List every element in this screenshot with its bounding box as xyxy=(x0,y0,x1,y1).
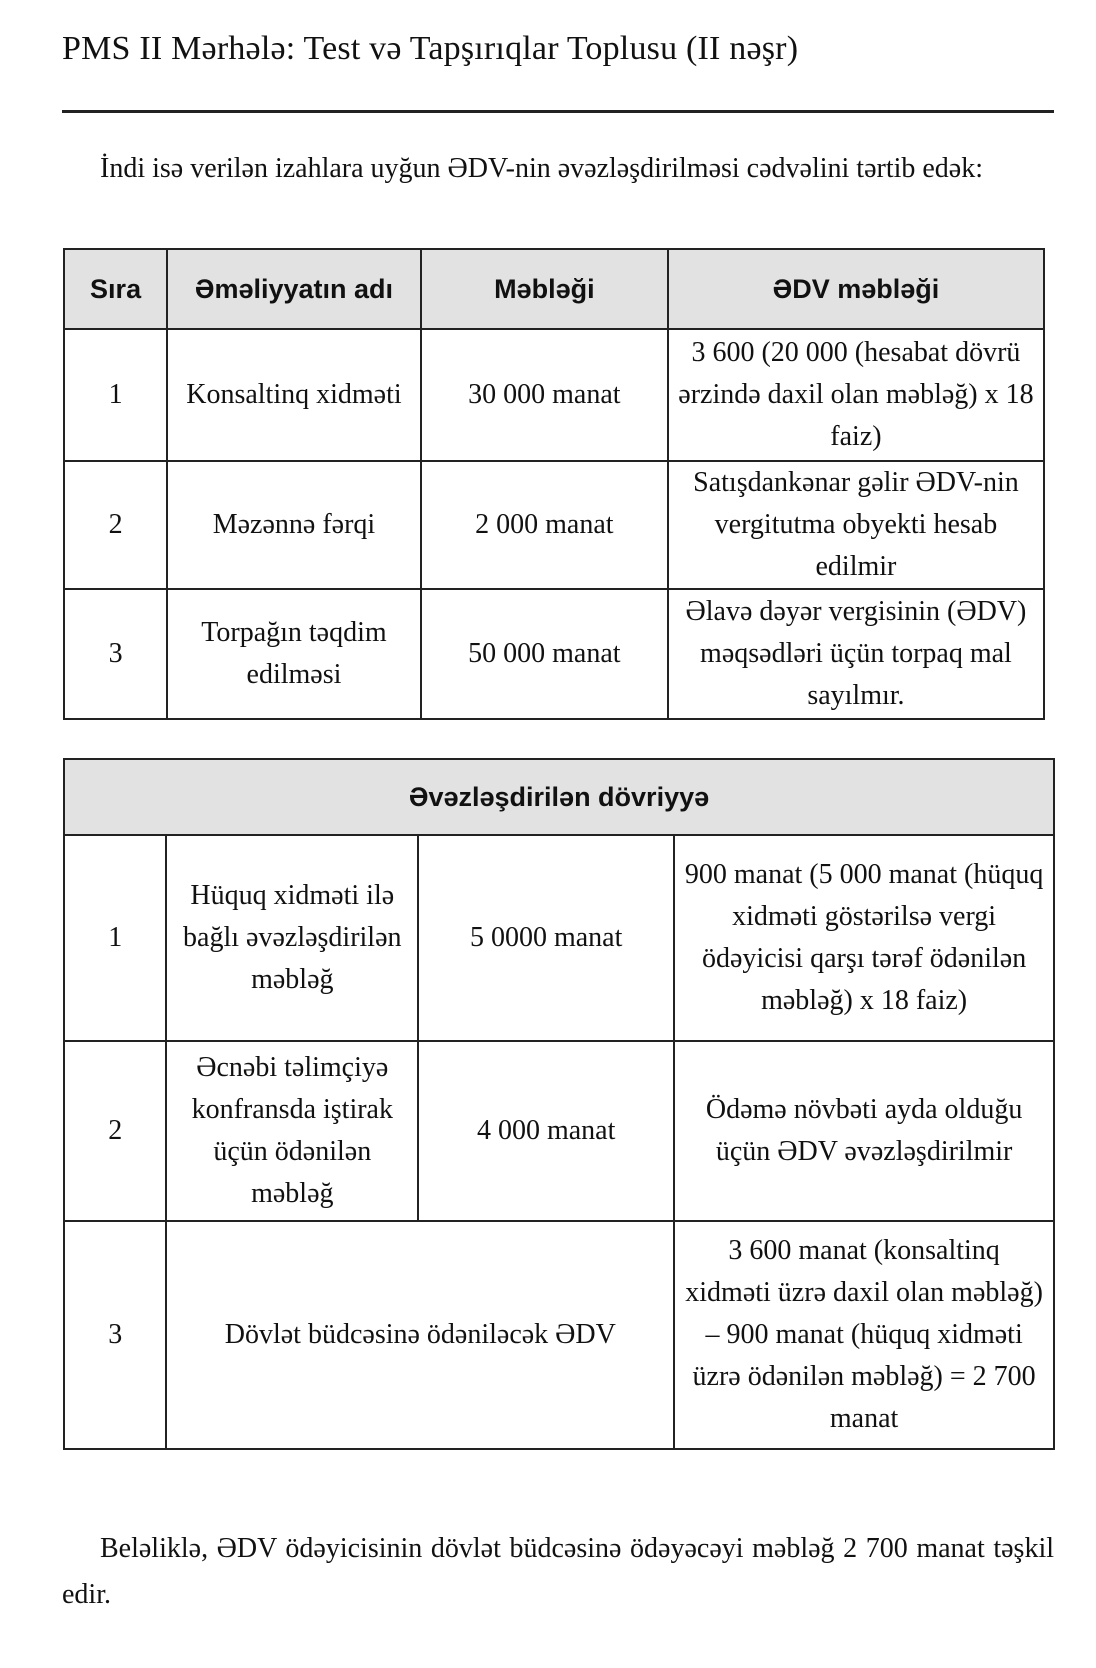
amount: 50 000 manat xyxy=(421,589,668,719)
operation-name: Konsaltinq xidməti xyxy=(167,329,421,461)
amount: 4 000 manat xyxy=(418,1041,674,1221)
row-number: 3 xyxy=(64,1221,166,1449)
table-row xyxy=(64,835,1054,1041)
row-number: 1 xyxy=(64,835,166,1041)
amount: 30 000 manat xyxy=(421,329,668,461)
conclusion-text: Beləliklə, ƏDV ödəyicisinin dövlət büdcəsinə ödəyəcəyi məbləğ 2 700 manat təşkil edir. xyxy=(62,1533,1054,1610)
table-row xyxy=(64,589,1044,719)
vat-amount: Ödəmə növbəti ayda olduğu üçün ƏDV əvəzləşdirilmir xyxy=(674,1041,1054,1221)
vat-amount: 3 600 manat (konsaltinq xidməti üzrə daxil olan məbləğ) – 900 manat (hüquq xidməti üzrə ödənilən məbləğ) = 2 700 manat xyxy=(674,1221,1054,1449)
section-band-row xyxy=(64,759,1054,835)
conclusion-paragraph xyxy=(62,1526,1054,1618)
table-row xyxy=(64,1041,1054,1221)
header-rule xyxy=(62,110,1054,113)
offset-table xyxy=(63,758,1055,1450)
operation-name: Hüquq xidməti ilə bağlı əvəzləşdirilən məbləğ xyxy=(166,835,418,1041)
operation-name: Torpağın təqdim edilməsi xyxy=(167,589,421,719)
vat-amount: Satışdankənar gəlir ƏDV-nin vergitutma obyekti hesab edilmir xyxy=(668,461,1044,589)
vat-amount: 3 600 (20 000 (hesabat dövrü ərzində daxil olan məbləğ) x 18 faiz) xyxy=(668,329,1044,461)
col-header-row-number: Sıra xyxy=(64,249,167,329)
row-number: 2 xyxy=(64,1041,166,1221)
amount: 5 0000 manat xyxy=(418,835,674,1041)
vat-amount: 900 manat (5 000 manat (hüquq xidməti göstərilsə vergi ödəyicisi qarşı tərəf ödənilən məbləğ) x 18 faiz) xyxy=(674,835,1054,1041)
operation-name: Məzənnə fərqi xyxy=(167,461,421,589)
section-band-offset-turnover: Əvəzləşdirilən dövriyyə xyxy=(64,759,1054,835)
table-header-row xyxy=(64,249,1044,329)
page-header: PMS II Mərhələ: Test və Tapşırıqlar Toplusu (II nəşr) xyxy=(62,30,799,67)
vat-amount: Əlavə dəyər vergisinin (ƏDV) məqsədləri üçün torpaq mal sayılmır. xyxy=(668,589,1044,719)
intro-paragraph xyxy=(62,146,1054,192)
table-row-total xyxy=(64,1221,1054,1449)
intro-text: İndi isə verilən izahlara uyğun ƏDV-nin əvəzləşdirilməsi cədvəlini tərtib edək: xyxy=(100,153,984,184)
operation-name: Əcnəbi təlimçiyə konfransda iştirak üçün ödənilən məbləğ xyxy=(166,1041,418,1221)
row-number: 3 xyxy=(64,589,167,719)
operation-name: Dövlət büdcəsinə ödəniləcək ƏDV xyxy=(166,1221,674,1449)
col-header-operation: Əməliyyatın adı xyxy=(167,249,421,329)
col-header-vat: ƏDV məbləği xyxy=(668,249,1044,329)
row-number: 2 xyxy=(64,461,167,589)
col-header-amount: Məbləği xyxy=(421,249,668,329)
table-row xyxy=(64,329,1044,461)
table-row xyxy=(64,461,1044,589)
vat-table xyxy=(63,248,1045,720)
row-number: 1 xyxy=(64,329,167,461)
amount: 2 000 manat xyxy=(421,461,668,589)
